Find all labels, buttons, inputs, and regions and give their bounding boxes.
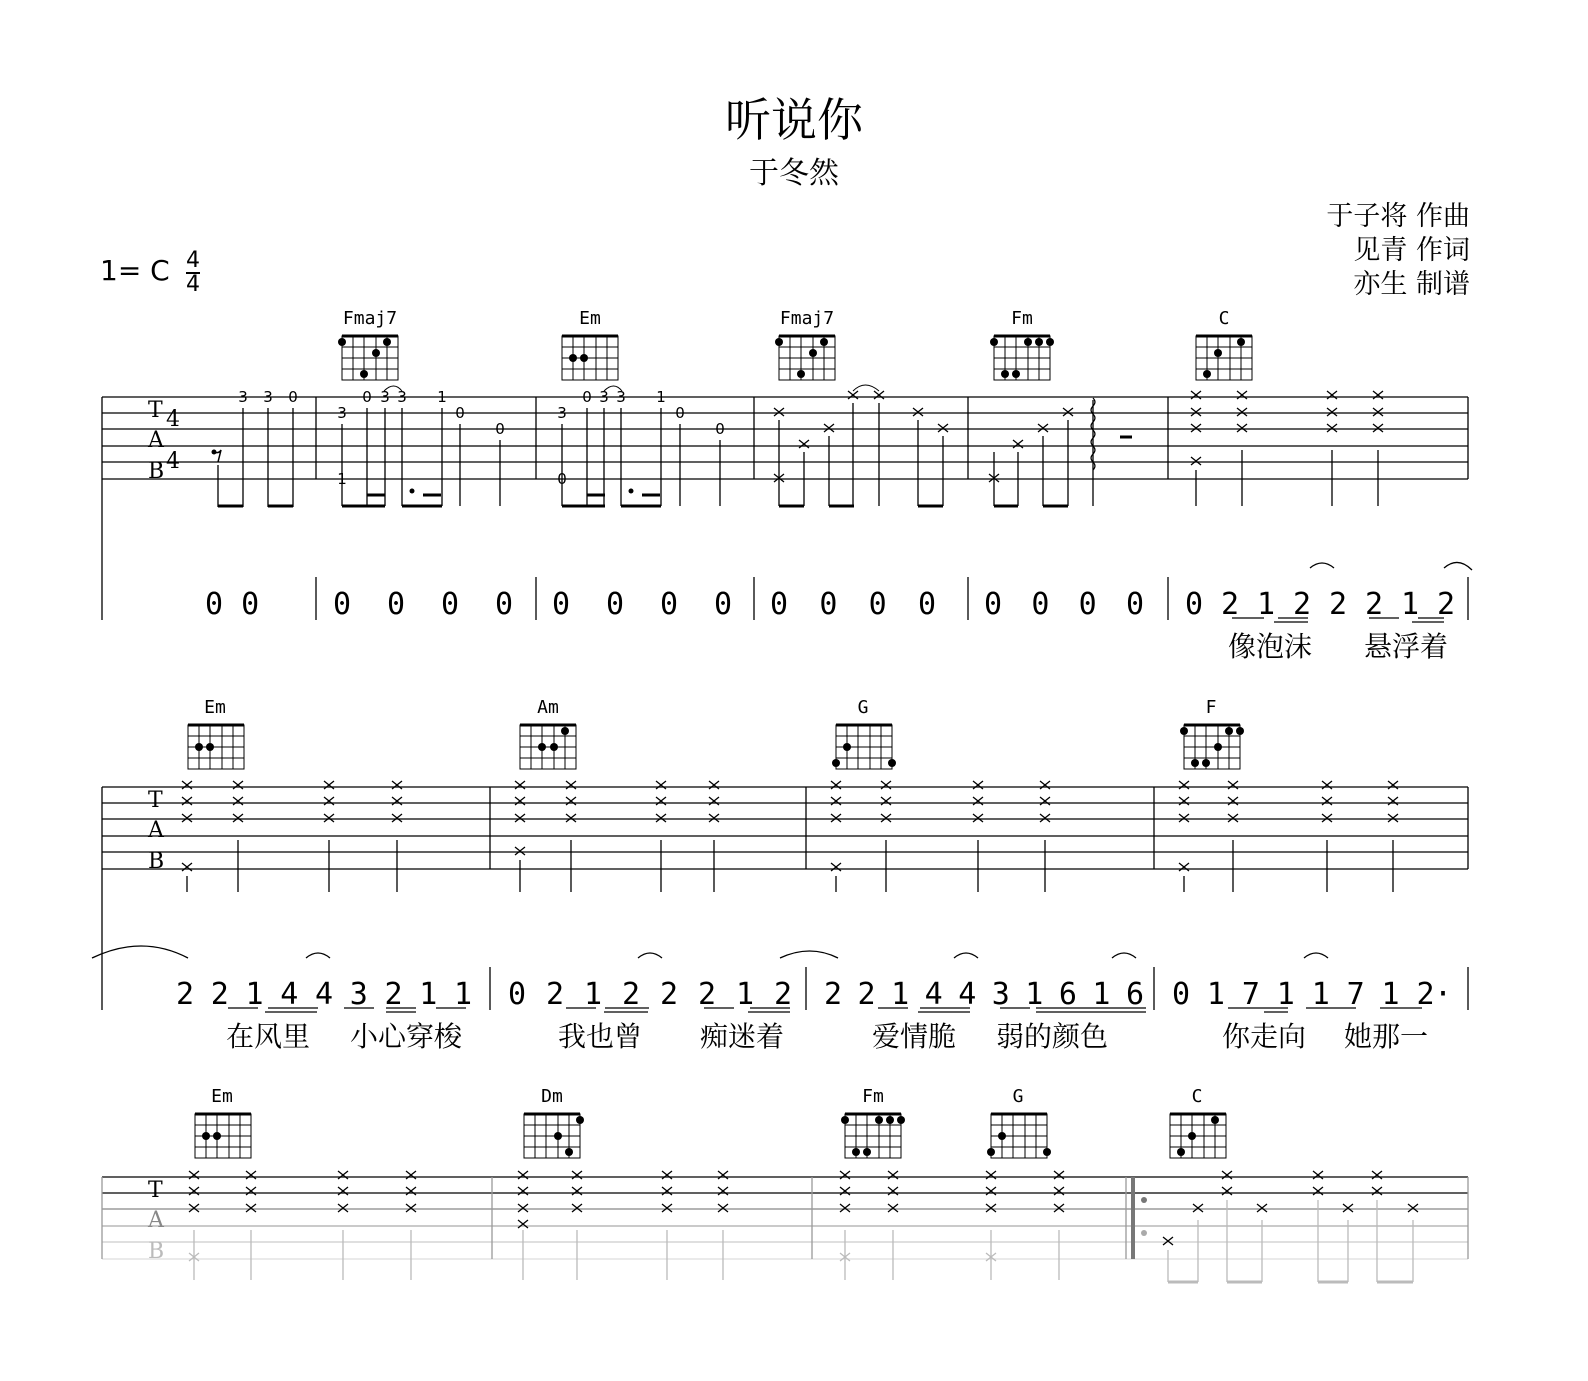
tab-number: 3: [380, 388, 390, 406]
tab-clef-a: A: [148, 818, 164, 843]
jianpu-measure: 0 0 0 0: [333, 587, 513, 622]
tab-number: 3: [263, 388, 273, 406]
tab-clef-t: T: [148, 1178, 163, 1203]
jianpu-measure: 0 0 0 0: [552, 587, 732, 622]
lyric: 我也曾: [558, 1020, 643, 1053]
chord-diagram: [188, 725, 1240, 769]
tab-number: 0: [675, 404, 685, 422]
jianpu-measure: 0 2 1 2 2 2 1 2: [508, 977, 792, 1012]
tab-clef-b: B: [148, 849, 165, 874]
chord-name: Dm: [541, 1086, 563, 1107]
lyric: 弱的颜色: [996, 1020, 1109, 1053]
tab-number: 3: [397, 388, 407, 406]
tab-clef-a: A: [148, 1208, 164, 1233]
chord-name: Em: [211, 1086, 233, 1107]
jianpu-measure: 0 0 0 0: [770, 587, 936, 622]
lyric: 小心穿梭: [350, 1020, 463, 1053]
credit-composer: 于子将 作曲: [1326, 201, 1470, 232]
tab-clef-b: B: [148, 1239, 165, 1264]
chord-name: Em: [204, 697, 226, 718]
chord-name: Am: [537, 697, 559, 718]
chord-name: F: [1205, 697, 1217, 718]
lyric: 痴迷着: [700, 1020, 785, 1053]
lyric: 她那一: [1344, 1020, 1429, 1053]
chord-name: Fmaj7: [779, 308, 835, 329]
tab-number: 1: [656, 388, 666, 406]
system-1: [102, 308, 1472, 663]
lyric: 爱情脆: [872, 1020, 957, 1053]
lyric: 你走向: [1222, 1020, 1307, 1053]
chord-name: G: [857, 697, 869, 718]
system-2: [92, 697, 1468, 1053]
tab-number: 1: [337, 470, 347, 488]
key-signature: 1= C: [100, 254, 170, 287]
time-signature-bottom: 4: [186, 272, 200, 297]
tab-number: 0: [582, 388, 592, 406]
chord-diagram: [195, 1114, 1226, 1158]
jianpu-measure: 0 2 1 2 2 2 1 2: [1185, 587, 1455, 622]
lyric: 悬浮着: [1364, 630, 1449, 663]
tab-time-top: 4: [166, 407, 180, 432]
chord-dots: [202, 1116, 1219, 1156]
jianpu-measure: 2 2 1 4 4 3 2 1 1: [176, 977, 472, 1012]
chord-name: C: [1218, 308, 1230, 329]
tab-clef-b: B: [148, 459, 165, 484]
chord-name: Fmaj7: [342, 308, 398, 329]
jianpu-measure: 2 2 1 4 4 3 1 6 1 6: [824, 977, 1144, 1012]
tab-numbers: [238, 388, 725, 488]
chord-name: Fm: [1011, 308, 1033, 329]
tab-number: 0: [715, 420, 725, 438]
chord-name: G: [1012, 1086, 1024, 1107]
chord-name: Em: [579, 308, 601, 329]
tab-time-bottom: 4: [166, 449, 180, 474]
tab-number: 3: [599, 388, 609, 406]
chord-name: Fm: [862, 1086, 884, 1107]
tab-clef-a: A: [148, 428, 164, 453]
credit-lyricist: 见青 作词: [1353, 235, 1470, 266]
credit-transcriber: 亦生 制谱: [1353, 269, 1470, 300]
tab-number: 3: [337, 404, 347, 422]
tab-number: 3: [557, 404, 567, 422]
lyric: 像泡沫: [1228, 630, 1313, 663]
tab-marks: [189, 1171, 1418, 1245]
tab-number: 1: [437, 388, 447, 406]
tab-number: 0: [557, 470, 567, 488]
tab-marks-faded: [189, 1200, 1413, 1282]
tab-number: 3: [616, 388, 626, 406]
tab-number: 3: [238, 388, 248, 406]
song-title: 听说你: [725, 93, 863, 147]
tab-number: 0: [495, 420, 505, 438]
jianpu-measure: 0 0 0 0: [984, 587, 1144, 622]
tab-number: 0: [455, 404, 465, 422]
tab-number: 0: [288, 388, 298, 406]
tab-number: 0: [362, 388, 372, 406]
tab-clef-t: T: [148, 788, 163, 813]
song-artist: 于冬然: [749, 156, 839, 191]
chord-dots: [195, 727, 1244, 767]
system-3: [102, 1086, 1468, 1282]
chord-name: C: [1191, 1086, 1203, 1107]
jianpu-measure: 0 1 7 1 1 7 1 2·: [1172, 977, 1452, 1012]
jianpu-measure: 0 0: [205, 587, 260, 622]
tab-clef-t: T: [148, 398, 163, 423]
time-signature-top: 4: [186, 248, 200, 273]
lyric: 在风里: [226, 1020, 311, 1053]
